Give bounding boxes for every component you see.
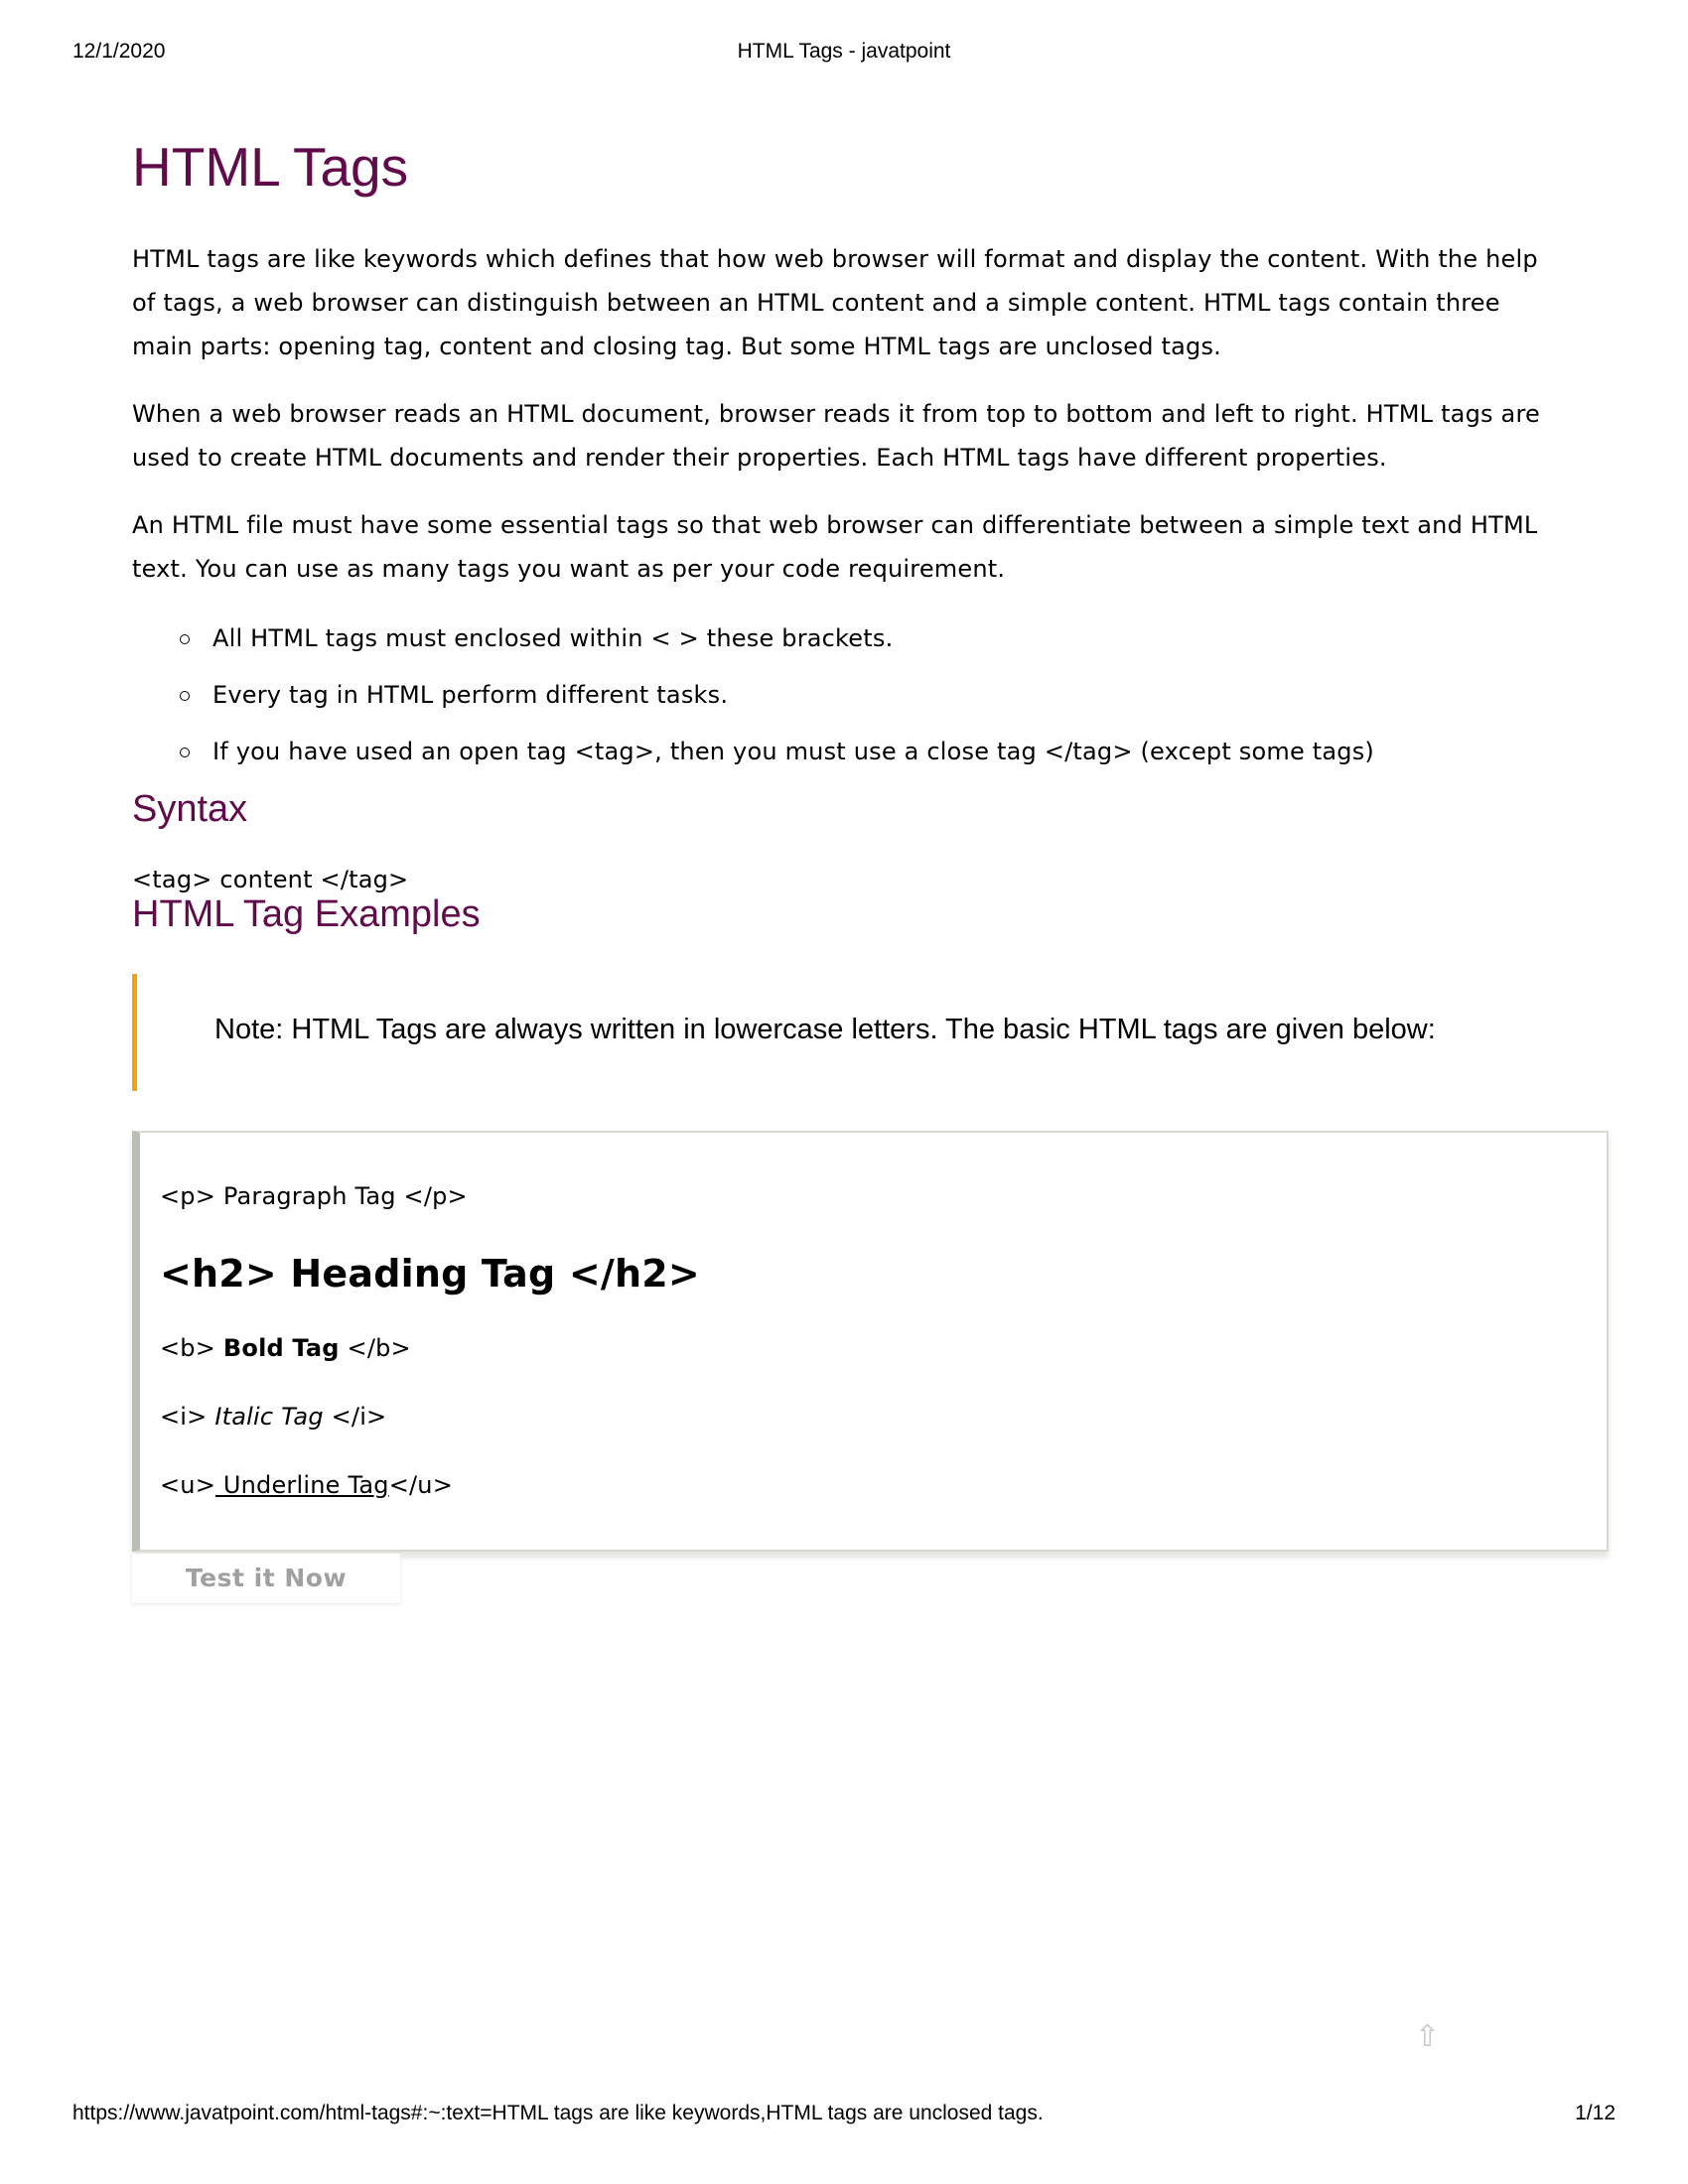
rules-list bbox=[132, 618, 1621, 771]
h2-open-tag: <h2> bbox=[160, 1251, 291, 1296]
print-page-number: 1/12 bbox=[1575, 2102, 1616, 2124]
print-url: https://www.javatpoint.com/html-tags#:~:text=HTML tags are like keywords,HTML tags are unclosed tags. bbox=[72, 2102, 1044, 2124]
scroll-to-top-icon[interactable]: ⇧ bbox=[1415, 2019, 1441, 2054]
list-item-text: All HTML tags must enclosed within < > these brackets. bbox=[212, 623, 894, 652]
p-open-tag: <p> bbox=[160, 1181, 223, 1210]
list-item bbox=[180, 618, 1621, 658]
print-date: 12/1/2020 bbox=[72, 40, 166, 63]
list-item-text: If you have used an open tag <tag>, then you must use a close tag </tag> (except some tags) bbox=[212, 737, 1374, 765]
test-it-now-button[interactable]: Test it Now bbox=[132, 1554, 400, 1603]
b-open-tag: <b> bbox=[160, 1333, 223, 1362]
u-open-tag: <u> bbox=[160, 1470, 216, 1499]
underline-tag-example bbox=[160, 1471, 453, 1499]
u-text: Underline Tag bbox=[215, 1470, 389, 1499]
page-title: HTML Tags bbox=[132, 136, 409, 198]
list-item-text: Every tag in HTML perform different tasks. bbox=[212, 680, 729, 709]
list-item bbox=[180, 732, 1621, 771]
reading-paragraph: When a web browser reads an HTML document, browser reads it from top to bottom and left to right. HTML tags are used to create HTML documents and render their properties. Each HTML tags have different properties. bbox=[132, 399, 1540, 472]
syntax-heading: Syntax bbox=[132, 787, 248, 830]
h2-close-tag: </h2> bbox=[555, 1251, 700, 1296]
b-text: Bold Tag bbox=[222, 1333, 340, 1362]
essential-tags-paragraph: An HTML file must have some essential tags so that web browser can differentiate between a simple text and HTML text. You can use as many tags you want as per your code requirement. bbox=[132, 510, 1538, 583]
bold-tag-example bbox=[160, 1334, 411, 1362]
test-button-wrap bbox=[132, 1552, 1621, 1611]
i-text: Italic Tag bbox=[214, 1402, 324, 1431]
u-close-tag: </u> bbox=[388, 1470, 454, 1499]
b-close-tag: </b> bbox=[339, 1333, 411, 1362]
circle-bullet-icon bbox=[180, 634, 190, 644]
syntax-code: <tag> content </tag> bbox=[132, 865, 409, 893]
print-header bbox=[72, 40, 1616, 69]
italic-tag-example bbox=[160, 1403, 386, 1431]
i-close-tag: </i> bbox=[323, 1402, 387, 1431]
note-box bbox=[132, 974, 1621, 1091]
p-close-tag: </p> bbox=[395, 1181, 468, 1210]
circle-bullet-icon bbox=[180, 748, 190, 757]
heading-tag-example bbox=[160, 1252, 700, 1296]
code-example-box bbox=[132, 1131, 1609, 1552]
h2-text: Heading Tag bbox=[290, 1251, 556, 1296]
list-item bbox=[180, 675, 1621, 715]
paragraph-tag-example bbox=[160, 1182, 468, 1210]
examples-heading: HTML Tag Examples bbox=[132, 892, 481, 935]
circle-bullet-icon bbox=[180, 691, 190, 701]
note-text: Note: HTML Tags are always written in lowercase letters. The basic HTML tags are given below: bbox=[214, 1013, 1436, 1045]
p-text: Paragraph Tag bbox=[222, 1181, 396, 1210]
i-open-tag: <i> bbox=[160, 1402, 215, 1431]
print-page-title: HTML Tags - javatpoint bbox=[737, 40, 951, 63]
article-content bbox=[132, 137, 1621, 1611]
print-footer bbox=[72, 2102, 1616, 2131]
intro-paragraph: HTML tags are like keywords which defines that how web browser will format and display the content. With the help of tags, a web browser can distinguish between an HTML content and a simple content. HTML tags contain three main parts: opening tag, content and closing tag. But some HTML tags are unclosed tags. bbox=[132, 244, 1538, 360]
